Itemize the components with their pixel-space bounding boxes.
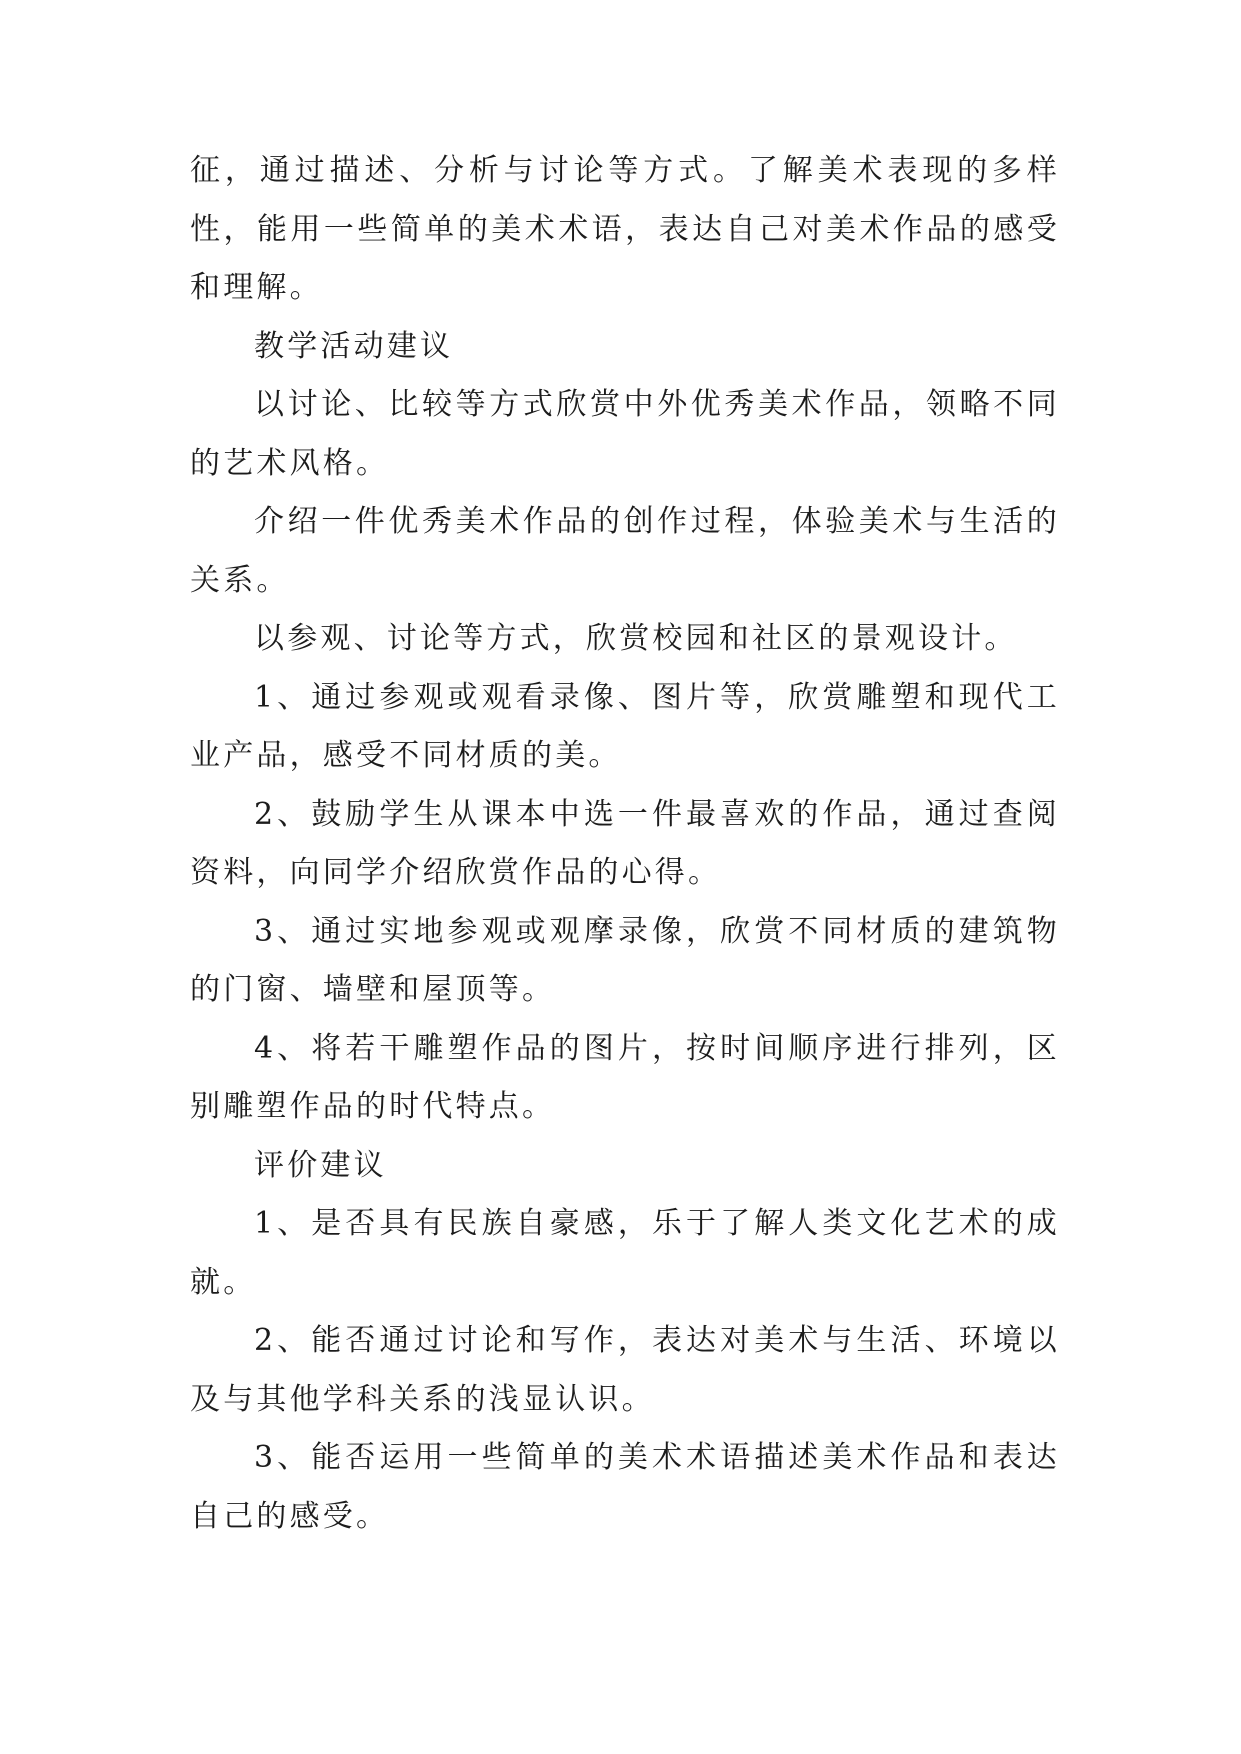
paragraph: 以讨论、比较等方式欣赏中外优秀美术作品，领略不同的艺术风格。 bbox=[190, 387, 1060, 481]
paragraph: 介绍一件优秀美术作品的创作过程，体验美术与生活的关系。 bbox=[190, 504, 1060, 598]
heading-teaching-activity-suggestions: 教学活动建议 bbox=[254, 328, 454, 364]
list-item: 4、将若干雕塑作品的图片，按时间顺序进行排列，区别雕塑作品的时代特点。 bbox=[190, 1030, 1060, 1124]
heading-evaluation-suggestions: 评价建议 bbox=[254, 1147, 387, 1183]
paragraph: 以参观、讨论等方式，欣赏校园和社区的景观设计。 bbox=[254, 621, 1018, 656]
paragraph-continuation: 征，通过描述、分析与讨论等方式。了解美术表现的多样性，能用一些简单的美术术语，表达自己对美术作品的感受和理解。 bbox=[190, 153, 1060, 305]
list-item: 3、能否运用一些简单的美术术语描述美术作品和表达自己的感受。 bbox=[190, 1440, 1060, 1534]
list-item: 2、鼓励学生从课本中选一件最喜欢的作品，通过查阅资料，向同学介绍欣赏作品的心得。 bbox=[190, 796, 1060, 890]
document-page bbox=[190, 142, 1060, 1546]
list-item: 1、通过参观或观看录像、图片等，欣赏雕塑和现代工业产品，感受不同材质的美。 bbox=[190, 679, 1060, 773]
list-item: 1、是否具有民族自豪感，乐于了解人类文化艺术的成就。 bbox=[190, 1206, 1060, 1300]
list-item: 2、能否通过讨论和写作，表达对美术与生活、环境以及与其他学科关系的浅显认识。 bbox=[190, 1323, 1060, 1417]
list-item: 3、通过实地参观或观摩录像，欣赏不同材质的建筑物的门窗、墙壁和屋顶等。 bbox=[190, 913, 1060, 1007]
